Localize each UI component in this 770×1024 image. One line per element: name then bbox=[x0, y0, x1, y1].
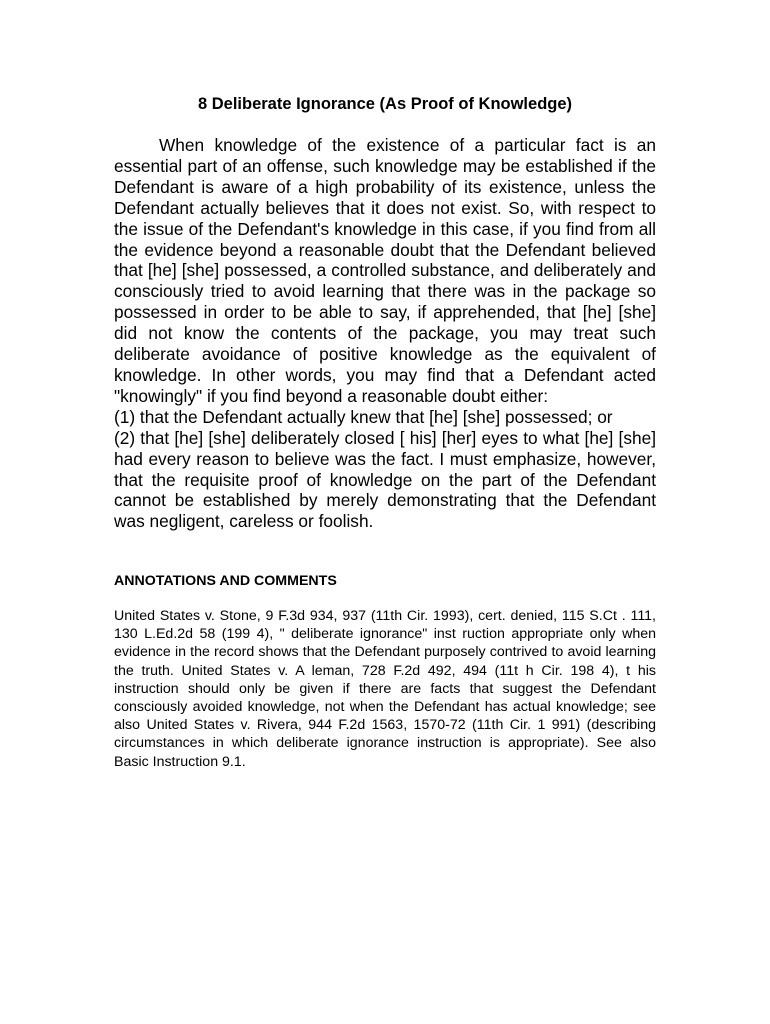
annotations-heading: ANNOTATIONS AND COMMENTS bbox=[114, 573, 337, 589]
instruction-paragraph-option-1: (1) that the Defendant actually knew that [he] [she] possessed; or bbox=[114, 406, 613, 427]
instruction-paragraph-option-2: (2) that [he] [she] deliberately closed [ his] [her] eyes to what [he] [she] had every reason to believe was the fact. I must emphasize, however, that the requisite proof of knowledge on the part of the Defendant cannot be established by merely demonstrating that the Defendant was negligent, careless or foolish. bbox=[114, 427, 656, 532]
annotations-text: United States v. Stone, 9 F.3d 934, 937 (11th Cir. 1993), cert. denied, 115 S.Ct . 111, 130 L.Ed.2d 58 (199 4), " deliberate ignorance" inst ruction appropriate only when evidence in the record shows that the Defendant purposely contrived to avoid learning the truth. United States v. A leman, 728 F.2d 492, 494 (11t h Cir. 198 4), t his instruction should only be given if there are facts that suggest the Defendant consciously avoided knowledge, not when the Defendant has actual knowledge; see also United States v. Rivera, 944 F.2d 1563, 1570-72 (11th Cir. 1 991) (describing circumstances in which deliberate ignorance instruction is appropriate). See also Basic Instruction 9.1. bbox=[114, 608, 656, 770]
instruction-body bbox=[114, 135, 656, 532]
instruction-paragraph-main: When knowledge of the existence of a particular fact is an essential part of an offense, such knowledge may be established if the Defendant is aware of a high probability of its existence, unless the Defendant actually believes that it does not exist. So, with respect to the issue of the Defendant's knowledge in this case, if you find from all the evidence beyond a reasonable doubt that the Defendant believed that [he] [she] possessed, a controlled substance, and deliberately and consciously tried to avoid learning that there was in the package so possessed in order to be able to say, if apprehended, that [he] [she] did not know the contents of the package, you may treat such deliberate avoidance of positive knowledge as the equivalent of knowledge. In other words, you may find that a Defendant acted "knowingly" if you find beyond a reasonable doubt either: bbox=[114, 135, 656, 406]
page-title: 8 Deliberate Ignorance (As Proof of Knowledge) bbox=[197, 95, 573, 113]
